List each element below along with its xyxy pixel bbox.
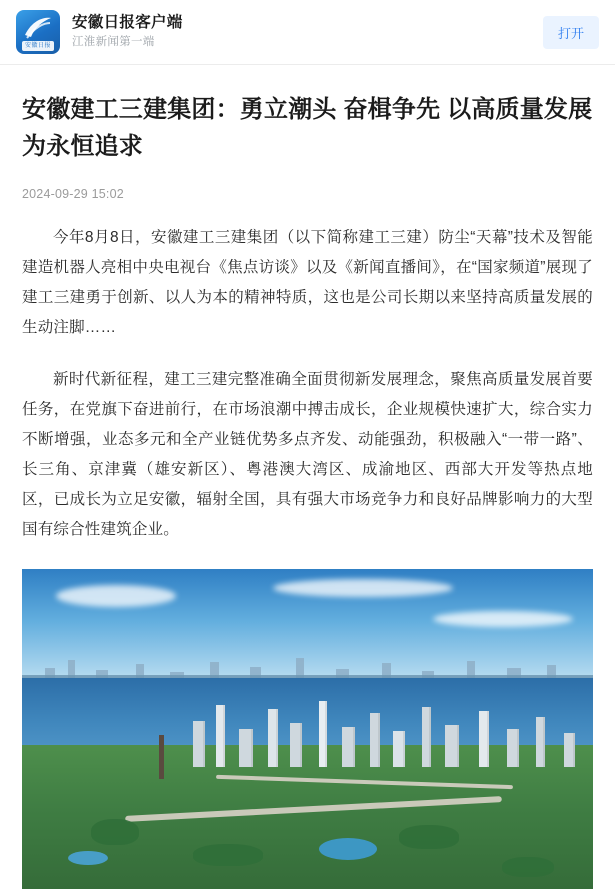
app-title: 安徽日报客户端 (72, 14, 183, 31)
article-headline: 安徽建工三建集团：勇立潮头 奋楫争先 以高质量发展为永恒追求 (22, 96, 593, 160)
header-divider (0, 64, 615, 65)
article-paragraph-2: 新时代新征程，建工三建完整准确全面贯彻新发展理念，聚焦高质量发展首要任务，在党旗下奋进前行，在市场浪潮中搏击成长，企业规模快速扩大，综合实力不断增强，业态多元和全产业链优势多点齐发、动能强劲，积极融入“一带一路”、长三角、京津冀（雄安新区）、粤港澳大湾区、成渝地区、西部大开发等热点地区，已成长为立足安徽，辐射全国，具有强大市场竞争力和良好品牌影响力的大型国有综合性建筑企业。 (22, 371, 593, 538)
photo-cloud (56, 585, 176, 607)
article-timestamp: 2024-09-29 15:02 (22, 187, 124, 201)
app-logo-icon (16, 10, 60, 54)
photo-trees (193, 844, 263, 866)
article-container (0, 91, 615, 889)
article-photo (22, 569, 593, 889)
photo-city-buildings (22, 697, 593, 767)
article-paragraph-1: 今年8月8日，安徽建工三建集团（以下简称建工三建）防尘“天幕”技术及智能建造机器人亮相中央电视台《焦点访谈》以及《新闻直播间》，在“国家频道”展现了建工三建勇于创新、以人为本的精神特质，这也是公司长期以来坚持高质量发展的生动注脚…… (22, 229, 593, 336)
app-identity (72, 13, 543, 51)
photo-cloud (273, 579, 453, 597)
photo-trees (91, 819, 139, 845)
photo-pond (68, 851, 108, 865)
app-logo-badge-text: 安徽日报 (22, 41, 54, 51)
app-subtitle: 江淮新闻第一端 (72, 36, 155, 48)
open-app-button[interactable]: 打开 (543, 16, 599, 49)
photo-trees (399, 825, 459, 849)
app-logo-swoosh-icon (23, 15, 53, 41)
app-header-bar (0, 0, 615, 64)
photo-trees (502, 857, 554, 877)
photo-pond (319, 838, 377, 860)
photo-cloud (433, 611, 573, 627)
